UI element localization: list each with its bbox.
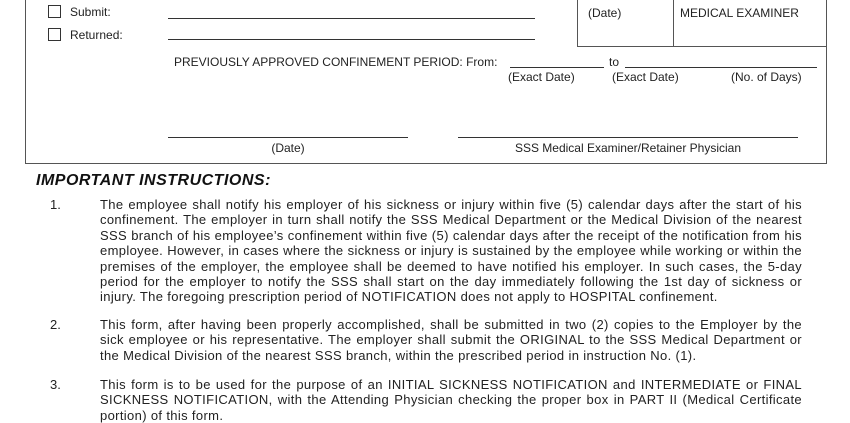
instruction-number-3: 3. <box>50 377 61 392</box>
confinement-period-label: PREVIOUSLY APPROVED CONFINEMENT PERIOD: From: <box>174 55 498 69</box>
returned-checkbox[interactable] <box>48 28 61 41</box>
instruction-number-2: 2. <box>50 317 61 332</box>
instruction-text-3: This form is to be used for the purpose of an INITIAL SICKNESS NOTIFICATION and INTERMEDIATE or FINAL SICKNESS NOTIFICATION, with the Attending Physician checking the proper box in PART II (Medical Certificate portion) of this form. <box>100 377 802 423</box>
no-of-days-caption: (No. of Days) <box>731 70 802 84</box>
confinement-from-line[interactable] <box>510 67 604 68</box>
confinement-to-line[interactable] <box>625 67 817 68</box>
date-cell-label: (Date) <box>588 6 622 20</box>
sign-examiner-caption: SSS Medical Examiner/Retainer Physician <box>514 141 742 155</box>
submit-label: Submit: <box>70 5 111 19</box>
exact-date-from-caption: (Exact Date) <box>508 70 575 84</box>
instruction-text-1: The employee shall notify his employer of his sickness or injury within five (5) calendar days after the start of his confinement. The employer in turn shall notify the SSS Medical Department or the Medical Division of the nearest SSS branch of his employee’s confinement within five (5) calendar days after the receipt of the notification from his employee. However, in cases where the sickness or injury is sustained by the employee while working or within the premises of the employer, the employee shall be deemed to have notified his employer. In such cases, the 5-day period for the employer to notify the SSS shall start on the day immediately following the 1st day of sickness or injury. The foregoing prescription period of NOTIFICATION does not apply to HOSPITAL confinement. <box>100 197 802 305</box>
submit-line[interactable] <box>168 18 535 19</box>
sign-date-caption: (Date) <box>271 141 305 155</box>
sign-examiner-line[interactable] <box>458 137 798 138</box>
instruction-text-2: This form, after having been properly accomplished, shall be submitted in two (2) copies to the Employer by the sick employee or his representative. The employer shall submit the ORIGINAL to the SSS Medical Department or the Medical Division of the nearest SSS branch, within the prescribed period in instruction No. (1). <box>100 317 802 363</box>
returned-line[interactable] <box>168 39 535 40</box>
medical-examiner-label: MEDICAL EXAMINER <box>680 6 799 20</box>
exact-date-to-caption: (Exact Date) <box>612 70 679 84</box>
sign-date-line[interactable] <box>168 137 408 138</box>
confinement-to-label: to <box>609 55 620 69</box>
instructions-heading: IMPORTANT INSTRUCTIONS: <box>36 172 271 189</box>
returned-label: Returned: <box>70 28 123 42</box>
submit-checkbox[interactable] <box>48 5 61 18</box>
instruction-number-1: 1. <box>50 197 61 212</box>
